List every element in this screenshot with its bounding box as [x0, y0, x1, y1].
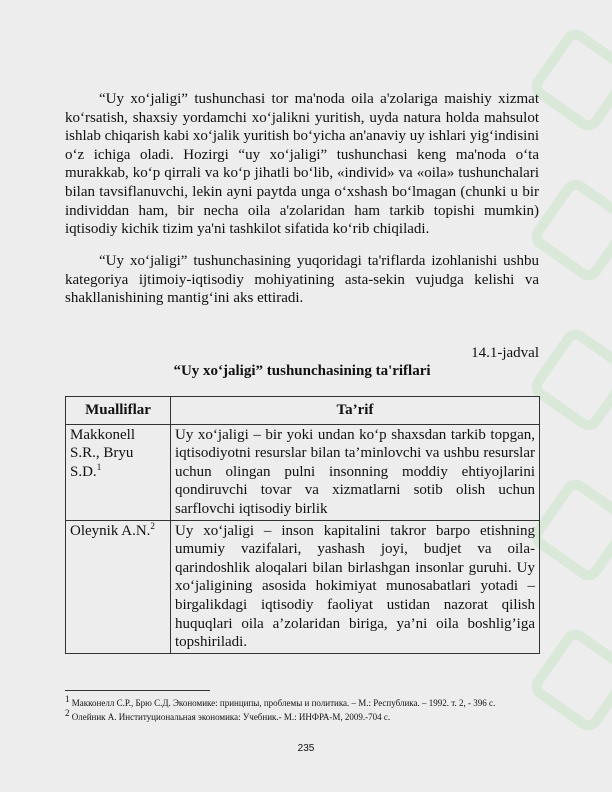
author-name: Makkonell S.R., Bryu S.D.: [70, 426, 135, 480]
body-paragraph: “Uy xo‘jaligi” tushunchasi tor ma'noda oila a'zolariga maishiy xizmat ko‘rsatish, shaxsiy yordamchi xo‘jalikni yuritish, uyda natura holda mahsulot ishlab chiqarish kabi xo‘jalik yuritish bo‘yicha an'anaviy uy ishlari yig‘indisini o‘z ichiga oladi. Hozirgi “uy xo‘jaligi” tushunchasi keng ma'noda o‘ta murakkab, ko‘p qirrali va ko‘p jihatli bo‘lib, «individ» va «oila» tushunchalari bilan tavsiflanuvchi, lekin ayni paytda unga o‘xshash bo‘lmagan (chunki u bir individdan ham, bir necha oila a'zolaridan ham tarkib topishi mumkin) iqtisodiy kichik tizim ya'ni tashkilot sifatida ko‘rib chiqiladi.: [65, 91, 539, 238]
table-row: [66, 520, 540, 653]
footnotes: [65, 694, 540, 725]
footnote-number: 2: [65, 707, 70, 718]
table-row: [66, 424, 540, 520]
author-cell: [66, 424, 171, 520]
watermark-shape: [526, 174, 612, 285]
definition-cell: Uy xo‘jaligi – bir yoki undan ko‘p shaxsdan tarkib topgan, iqtisodiyotni resurslar bilan ta’minlovchi va ushbu resurslar uchun olingan pulni insonning moddiy ehtiyojlarini qondiruvchi tovar va xizmatlarni sotib olish uchun sarflovchi iqtisodiy birlik: [171, 424, 540, 520]
footnote-ref: 1: [96, 461, 102, 472]
body-paragraph: “Uy xo‘jaligi” tushunchasining yuqoridagi ta'riflarda izohlanishi ushbu kategoriya ijtimoiy-iqtisodiy mohiyatining asta-sekin vujudga kelishi va shakllanishining mantig‘ini aks ettiradi.: [65, 253, 539, 307]
header-authors: Mualliflar: [66, 397, 171, 425]
watermark-shape: [526, 24, 612, 135]
author-cell: [66, 520, 171, 653]
footnote-ref: 2: [150, 520, 155, 531]
table-header-row: [66, 397, 540, 425]
footnote: [65, 694, 540, 710]
footnote-number: 1: [65, 694, 70, 704]
footnote-text: Макконелл С.Р., Брю С.Д. Экономике: принципы, проблемы и политика. – М.: Республика. – 1992. т. 2, - 396 с.: [71, 698, 496, 708]
footnote: [65, 707, 540, 724]
header-definition: Ta’rif: [171, 397, 540, 425]
table-number: 14.1-jadval: [471, 345, 539, 361]
table-title: “Uy xo‘jaligi” tushunchasining ta'riflari: [173, 363, 431, 379]
definitions-table: [65, 396, 540, 654]
footnote-text: Олейник А. Институциональная экономика: Учебник.- М.: ИНФРА-М, 2009.-704 с.: [71, 711, 391, 722]
page-number: 235: [297, 743, 315, 754]
author-name: Oleynik A.N.: [70, 522, 151, 539]
footnote-divider: [65, 690, 210, 691]
definition-cell: Uy xo‘jaligi – inson kapitalini takror barpo etishning umumiy vazifalari, yashash joyi, budjet va oila-qarindoshlik aloqalari bilan birlashgan insonlar guruhi. Uy xo‘jaligining asosida hokimiyat munosabatlari yotadi – birgalikdagi iqtisodiy faoliyat ustidan nazorat qilish huquqlari oila a’zolaridan biriga, ya’ni oila boshlig’iga topshiriladi.: [171, 520, 540, 653]
